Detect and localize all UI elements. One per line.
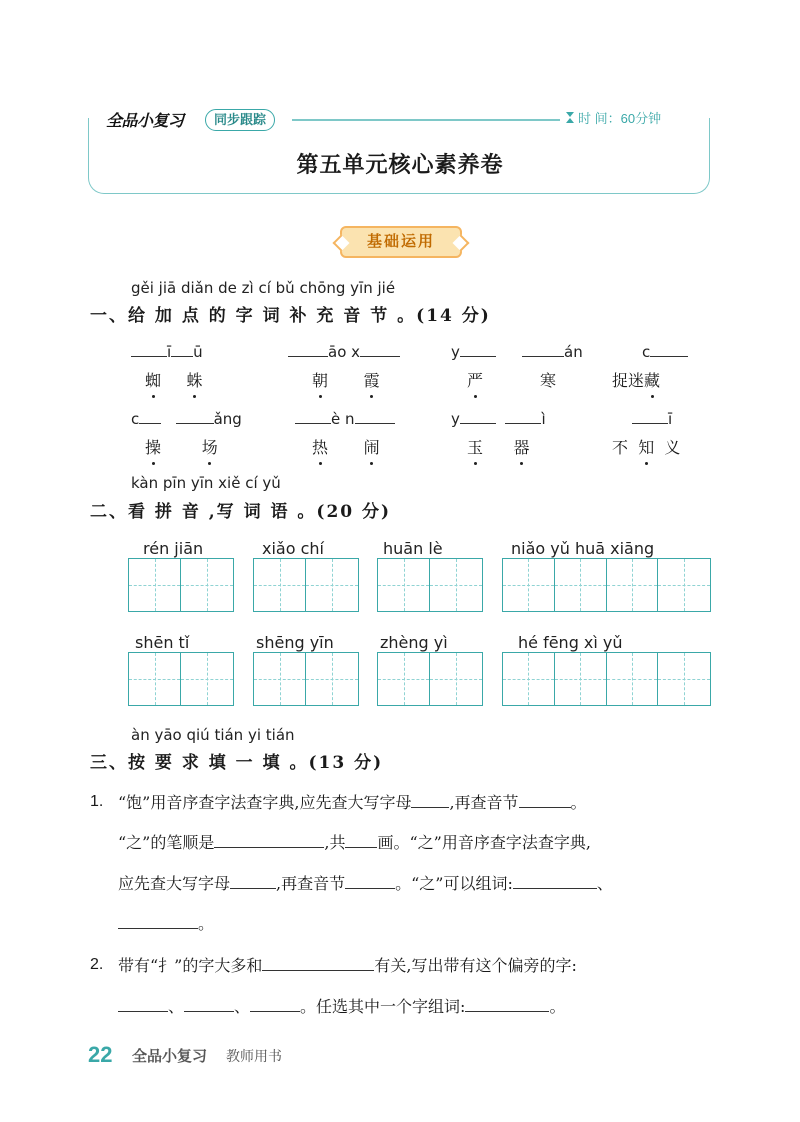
writing-grid[interactable] — [253, 558, 359, 612]
item-chars: 玉 器 — [467, 435, 530, 458]
answer-blank[interactable] — [118, 996, 168, 1012]
page-number: 22 — [88, 1042, 113, 1067]
answer-blank[interactable] — [214, 832, 324, 848]
grid-pinyin: xiǎo chí — [262, 539, 324, 558]
answer-blank[interactable] — [513, 873, 597, 889]
writing-grid[interactable] — [502, 558, 711, 612]
item-chars: 蜘 蛛 — [145, 368, 202, 391]
time-label: 时 间：60分钟 — [578, 111, 662, 126]
tag-pill: 同步跟踪 — [205, 109, 275, 131]
item-pinyin: án — [522, 343, 583, 361]
grid-pinyin: huān lè — [383, 539, 443, 558]
answer-blank[interactable] — [411, 792, 449, 808]
header-rule — [292, 119, 560, 121]
writing-grid[interactable] — [377, 558, 483, 612]
writing-grid[interactable] — [128, 558, 234, 612]
section2-heading: 二、看 拼 音 ,写 词 语 。(20 分) — [90, 502, 392, 522]
answer-blank[interactable] — [519, 792, 571, 808]
writing-grid[interactable] — [253, 652, 359, 706]
section2-pinyin: kàn pīn yīn xiě cí yǔ — [131, 474, 281, 492]
question-number: 1. — [90, 793, 104, 810]
item-pinyin: ī ū — [131, 343, 203, 361]
section3-heading: 三、按 要 求 填 一 填 。(13 分) — [90, 753, 384, 773]
question-number: 2. — [90, 956, 104, 973]
brand-logo: 全品小复习 — [106, 113, 184, 130]
grid-pinyin: rén jiān — [143, 539, 204, 558]
footer-subtitle: 教师用书 — [226, 1048, 282, 1064]
item-chars: 不 知 义 — [612, 435, 680, 458]
section3-pinyin: àn yāo qiú tián yi tián — [131, 726, 295, 744]
item-chars: 寒 — [540, 371, 557, 390]
answer-blank[interactable] — [345, 832, 377, 848]
section-badge: 基础运用 — [340, 226, 462, 258]
question-line: 带有“扌”的字大多和 有关,写出带有这个偏旁的字: — [118, 956, 577, 975]
writing-grid[interactable] — [502, 652, 711, 706]
item-chars: 朝 霞 — [312, 368, 380, 391]
hourglass-icon — [566, 112, 574, 123]
grid-pinyin: shēn tǐ — [135, 633, 190, 652]
question-line: 应先查大写字母 ,再查音节 。“之”可以组词: 、 — [118, 874, 613, 893]
writing-grid[interactable] — [377, 652, 483, 706]
item-chars: 热 闹 — [312, 435, 380, 458]
question-line: “之”的笔顺是 ,共 画。“之”用音序查字法查字典, — [118, 833, 591, 852]
item-pinyin: āo x — [288, 343, 400, 361]
grid-pinyin: zhèng yì — [380, 633, 448, 652]
answer-blank[interactable] — [118, 913, 198, 929]
item-pinyin: y — [451, 343, 496, 361]
footer-brand: 全品小复习 — [132, 1048, 208, 1065]
answer-blank[interactable] — [262, 955, 374, 971]
question-line: “饱”用音序查字法查字典,应先查大写字母 ,再查音节 。 — [118, 793, 587, 812]
answer-blank[interactable] — [250, 996, 300, 1012]
question-line: 。 — [118, 913, 214, 934]
section1-pinyin: gěi jiā diǎn de zì cí bǔ chōng yīn jié — [131, 279, 396, 297]
item-pinyin: c — [642, 343, 688, 361]
item-pinyin: ī — [632, 410, 672, 428]
section1-heading: 一、给 加 点 的 字 词 补 充 音 节 。(14 分) — [90, 306, 491, 326]
item-pinyin: è n — [295, 410, 395, 428]
answer-blank[interactable] — [230, 873, 276, 889]
item-pinyin: c ǎng — [131, 410, 242, 428]
page-title: 第五单元核心素养卷 — [296, 152, 504, 178]
item-chars: 捉迷藏 — [612, 368, 660, 391]
answer-blank[interactable] — [345, 873, 395, 889]
question-line: 、 、 。任选其中一个字组词: 。 — [118, 996, 565, 1017]
writing-grid[interactable] — [128, 652, 234, 706]
answer-blank[interactable] — [465, 996, 549, 1012]
grid-pinyin: shēng yīn — [256, 633, 334, 652]
item-chars: 严 — [467, 368, 483, 391]
grid-pinyin: niǎo yǔ huā xiāng — [511, 539, 655, 558]
item-pinyin: y ì — [451, 410, 546, 428]
grid-pinyin: hé fēng xì yǔ — [518, 633, 623, 652]
answer-blank[interactable] — [184, 996, 234, 1012]
item-chars: 操 场 — [145, 435, 218, 458]
time-info — [566, 108, 661, 127]
